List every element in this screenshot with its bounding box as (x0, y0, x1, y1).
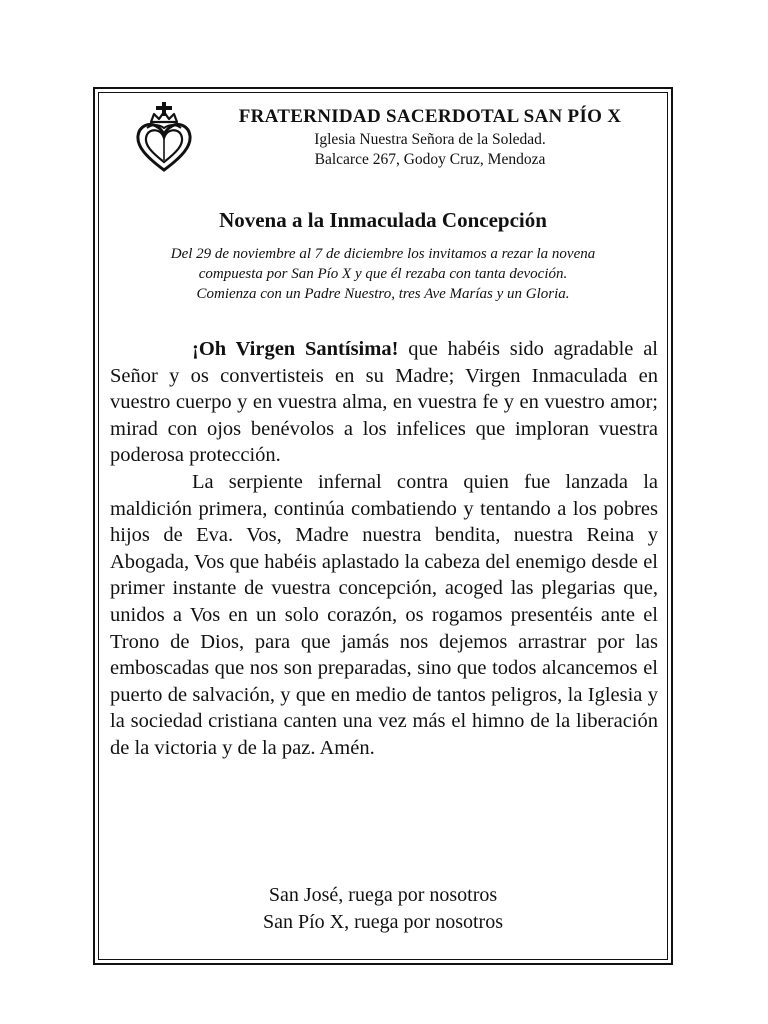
prayer-body (110, 336, 658, 762)
prayer-paragraph-2: La serpiente infernal contra quien fue lanzada la maldición primera, continúa combatiendo y tentando a los pobres hijos de Eva. Vos, Madre nuestra bendita, nuestra Reina y Abogada, Vos que habéis aplastado la cabeza del enemigo desde el primer instante de vuestra concepción, acoged las plegarias que, unidos a Vos en un solo corazón, os rogamos presentéis ante el Trono de Dios, para que jamás nos dejemos arrastrar por las emboscadas que nos son preparadas, sino que todos alcancemos el puerto de salvación, y que en medio de tantos peligros, la Iglesia y la sociedad cristiana canten una vez más el himno de la liberación de la victoria y de la paz. Amén. (110, 470, 658, 759)
closing-invocations (100, 882, 666, 936)
church-name: Iglesia Nuestra Señora de la Soledad. (314, 131, 546, 148)
sacred-hearts-cross-icon (135, 100, 193, 174)
intro-text (110, 244, 656, 304)
organization-header (200, 104, 660, 170)
prayer-paragraph-1 (110, 336, 658, 469)
closing-line: San José, ruega por nosotros (268, 884, 498, 906)
organization-name: FRATERNIDAD SACERDOTAL SAN PÍO X (238, 106, 622, 127)
church-address: Balcarce 267, Godoy Cruz, Mendoza (314, 151, 546, 168)
closing-line: San Pío X, ruega por nosotros (263, 911, 503, 933)
intro-line: Comienza con un Padre Nuestro, tres Ave Marías y un Gloria. (196, 286, 570, 302)
intro-line: compuesta por San Pío X y que él rezaba con tanta devoción. (198, 266, 568, 282)
intro-line: Del 29 de noviembre al 7 de diciembre los invitamos a rezar la novena (170, 246, 596, 262)
prayer-invocation: ¡Oh Virgen Santísima! (192, 338, 399, 360)
prayer-paragraph-1-text: que habéis sido agradable al Señor y os convertisteis en su Madre; Virgen Inmaculada en vuestro cuerpo y en vuestra alma, en vuestra fe y en vuestro amor; mirad con ojos benévolos a los infelices que imploran vuestra poderosa protección. (110, 338, 658, 467)
document-title: Novena a la Inmaculada Concepción (219, 208, 547, 232)
